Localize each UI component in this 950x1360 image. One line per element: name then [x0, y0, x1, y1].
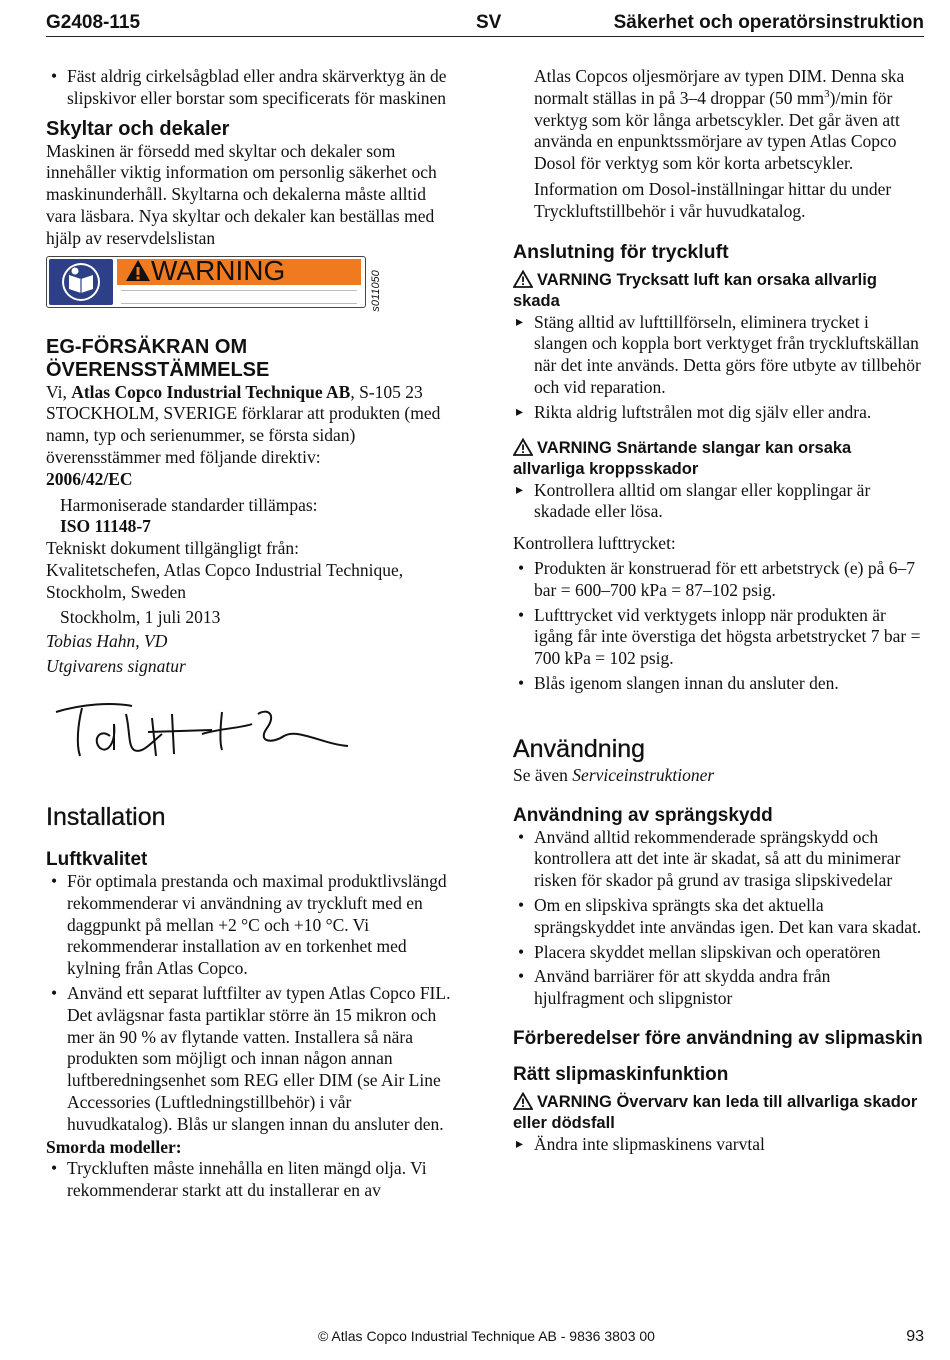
bullet-list: [513, 558, 925, 695]
header-title: Säkerhet och operatörsinstruktion: [613, 12, 924, 33]
subsection-heading: Rätt slipmaskinfunktion: [513, 1063, 729, 1085]
warning-label: VARNING Trycksatt luft kan orsaka allvarlig skada: [513, 270, 877, 310]
right-column: [513, 66, 925, 1159]
decal-figure: [46, 256, 458, 316]
decal-warning-text: WARNING: [125, 255, 285, 287]
warning-decal: [46, 256, 366, 308]
place-date: Stockholm, 1 juli 2013: [60, 606, 221, 627]
paragraph: Information om Dosol-inställningar hittar du under Tryckluftstillbehör i vår huvudkatalog.: [534, 178, 892, 221]
paragraph: Harmoniserade standarder tillämpas:: [60, 494, 318, 515]
signature-label: Utgivarens signatur: [46, 656, 186, 677]
directive: 2006/42/EC: [46, 468, 133, 489]
section-heading: EG-FÖRSÄKRAN OM: [46, 335, 248, 358]
warning-triangle-icon: [125, 258, 151, 282]
decal-text-lines: [121, 290, 357, 304]
list-item: • Produkten är konstruerad för ett arbetstryck (e) på 6–7 bar = 600–700 kPa = 87–102 psig.: [513, 558, 925, 602]
list-item: • Använd barriärer för att skydda andra från hjulfragment och slipgnistor: [513, 966, 925, 1010]
list-item: • Tryckluften måste innehålla en liten mängd olja. Vi rekommenderar starkt att du installerar en av: [46, 1158, 458, 1202]
section-heading: ÖVERENSSTÄMMELSE: [46, 358, 270, 381]
list-item: • Använd ett separat luftfilter av typen Atlas Copco FIL. Det avlägsnar fasta partiklar större än 15 mikron och mer än 90 % av flytande vatten. Installera så nära produkten som möjligt och innan någon annan luftberedningsenhet som REG eller DIM (se Air Line Accessories (Luftledningstillbehör) i vår huvudkatalog). Blås ur slangen innan du ansluter den.: [46, 983, 458, 1136]
paragraph: Tekniskt dokument tillgängligt från:: [46, 538, 299, 559]
left-column: [46, 66, 458, 1205]
page-header: [46, 10, 924, 37]
list-item: ▸ Kontrollera alltid om slangar eller kopplingar är skadade eller lösa.: [513, 480, 925, 524]
paragraph: Kvalitetschefen, Atlas Copco Industrial Technique, Stockholm, Sweden: [46, 559, 404, 602]
list-item: • Fäst aldrig cirkelsågblad eller andra skärverktyg än de slipskivor eller borstar som specificerats för maskinen: [46, 66, 458, 110]
section-heading: Anslutning för tryckluft: [513, 240, 729, 263]
paragraph: Maskinen är försedd med skyltar och dekaler som innehåller viktig information om personlig säkerhet och maskinunderhåll. Skyltarna och dekalerna måste alltid vara läsbara. Nya skyltar och dekaler kan beställas med hjälp av reservdelslistan: [46, 140, 437, 248]
copyright: © Atlas Copco Industrial Technique AB - 9836 3803 00: [318, 1328, 655, 1344]
subheading: Smorda modeller:: [46, 1136, 182, 1157]
instruction-list: [513, 312, 925, 424]
list-item: ▸ Rikta aldrig luftstrålen mot dig själv eller andra.: [513, 402, 925, 424]
instruction-list: [513, 1134, 925, 1156]
warning-triangle-icon: [513, 1092, 533, 1110]
language-code: SV: [476, 12, 502, 33]
section-heading: Användning av sprängskydd: [513, 804, 773, 826]
figure-code: s011050: [369, 269, 382, 312]
paragraph: Kontrollera lufttrycket:: [513, 533, 676, 554]
warning-triangle-icon: [513, 270, 533, 288]
bullet-list: [513, 827, 925, 1010]
section-heading: Luftkvalitet: [46, 848, 148, 870]
chapter-heading: Installation: [46, 802, 166, 831]
list-item: ▸ Stäng alltid av lufttillförseln, eliminera trycket i slangen och koppla bort verktyget från tryckluftskällan när det inte används. Detta görs före utbyte av tillbehör och vid reparation.: [513, 312, 925, 399]
warning-label: VARNING Snärtande slangar kan orsaka allvarliga kroppsskador: [513, 438, 852, 478]
list-item: • Använd alltid rekommenderade sprängskydd och kontrollera att det inte är skadat, så att du minimerar risken för skador på grund av trasiga slipskivedelar: [513, 827, 925, 892]
signature: [46, 678, 458, 773]
list-item: • För optimala prestanda och maximal produktlivslängd rekommenderar vi användning av tryckluft med en daggpunkt på mellan +2 °C och +10 °C. Vi rekommenderar installation av en torkenhet med kylning från Atlas Copco.: [46, 871, 458, 980]
list-item: • Lufttrycket vid verktygets inlopp när produkten är igång får inte överstiga det högsta arbetstrycket 7 bar = 700 kPa = 102 psig.: [513, 605, 925, 670]
chapter-heading: Användning: [513, 734, 646, 763]
paragraph: Vi, Atlas Copco Industrial Technique AB, S-105 23 STOCKHOLM, SVERIGE förklarar att produkten (med namn, typ och serienummer, se första sidan) överensstämmer med följande direktiv:: [46, 381, 441, 467]
warning-label: VARNING Övervarv kan leda till allvarliga skador eller dödsfall: [513, 1092, 918, 1132]
warning-triangle-icon: [513, 438, 533, 456]
page-number: 93: [906, 1328, 924, 1345]
list-item: • Placera skyddet mellan slipskivan och operatören: [513, 942, 925, 964]
paragraph: Atlas Copcos oljesmörjare av typen DIM. Denna ska normalt ställas in på 3–4 droppar (50 $mm^3)/\min$ för verktyg som kör långa arbetscykler. Det går även att använda en enpunktssmörjare av typen Atlas Copco Dosol för verktyg som kör korta arbetscykler.: [534, 66, 905, 174]
list-item: ▸ Ändra inte slipmaskinens varvtal: [513, 1134, 925, 1156]
signatory-name: Tobias Hahn, VD: [46, 631, 168, 652]
instruction-list: [513, 480, 925, 524]
section-heading: Skyltar och dekaler: [46, 117, 230, 140]
read-manual-icon: [49, 259, 113, 305]
bullet-list: [46, 66, 458, 110]
list-item: • Om en slipskiva sprängts ska det aktuella sprängskyddet inte användas igen. Det kan vara skadat.: [513, 895, 925, 939]
doc-id: G2408-115: [46, 12, 141, 33]
paragraph: Se även Serviceinstruktioner: [513, 764, 715, 785]
list-item: • Blås igenom slangen innan du ansluter den.: [513, 673, 925, 695]
standard: ISO 11148-7: [60, 516, 151, 537]
bullet-list: [46, 1158, 458, 1202]
bullet-list: [46, 871, 458, 1136]
section-heading: Förberedelser före användning av slipmaskin: [513, 1027, 923, 1049]
